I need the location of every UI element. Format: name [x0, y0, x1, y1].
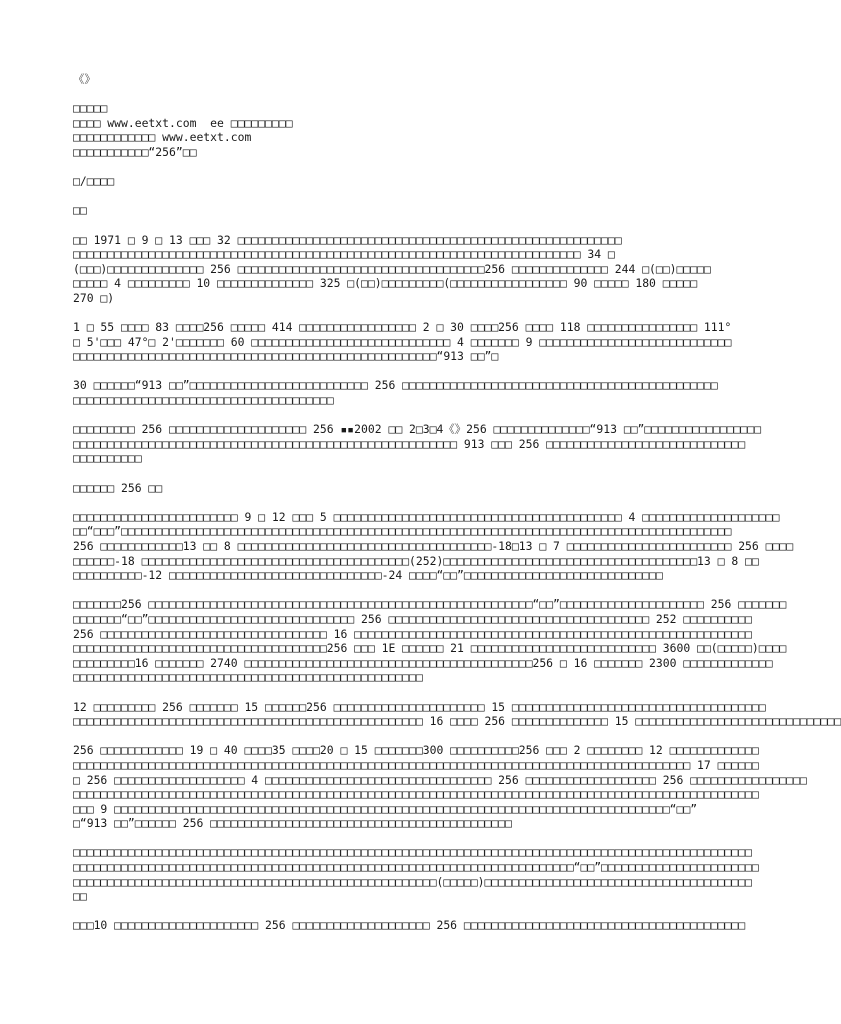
author-line: □/□□□□ [73, 174, 115, 189]
paragraph-line: □□□□□□□□□□□□□□□□□□□□□□□□□□□□□□□□□□□□□□□□□□□□□□□□□□□ [73, 670, 423, 685]
paragraph [73, 233, 713, 306]
paragraph-line: 270 □) [73, 290, 115, 305]
paragraph [73, 918, 746, 933]
paragraph-line: (□□□)□□□□□□□□□□□□□□ 256 □□□□□□□□□□□□□□□□□□□□□□□□□□□□□□□□□□□□256 □□□□□□□□□□□□□□ 244 □(□□)□□□□□ [73, 261, 711, 276]
paragraph-line: □□□□□□-18 □□□□□□□□□□□□□□□□□□□□□□□□□□□□□□□□□□□□□□□(252)□□□□□□□□□□□□□□□□□□□□□□□□□□□□□□□□□□□□□13 □ 8 □□ [73, 553, 759, 568]
paragraph [73, 320, 732, 364]
paragraph-line: 256 □□□□□□□□□□□□□□□□□□□□□□□□□□□□□□□□□ 16 □□□□□□□□□□□□□□□□□□□□□□□□□□□□□□□□□□□□□□□□□□□□□□□□□□□□□□□□□□ [73, 626, 752, 641]
header-line-website: □□□□□□□□□□□□ www.eetxt.com [73, 130, 252, 145]
paragraph-line: □□□□□□□□□16 □□□□□□□ 2740 □□□□□□□□□□□□□□□□□□□□□□□□□□□□□□□□□□□□□□□□□□256 □ 16 □□□□□□□ 2300 □□□□□□□□□□□□□ [73, 655, 773, 670]
title-mark: 《》 [73, 72, 96, 86]
paragraph-line: □“913 □□”□□□□□□ 256 □□□□□□□□□□□□□□□□□□□□□□□□□□□□□□□□□□□□□□□□□□□□ [73, 816, 512, 831]
document-page [73, 72, 841, 948]
section-line: □□ [73, 203, 87, 218]
paragraph-line: 12 □□□□□□□□□ 256 □□□□□□□ 15 □□□□□□256 □□□□□□□□□□□□□□□□□□□□□□ 15 □□□□□□□□□□□□□□□□□□□□□□□□□□□□□□□□□□□□□ [73, 699, 766, 714]
paragraph-line: □□ [73, 889, 87, 904]
paragraph-line: □□□□□□□□□□□□□□□□□□□□□□□□□□□□□□□□□□□□□□□□□□□□□□□□□□□□□(□□□□□)□□□□□□□□□□□□□□□□□□□□□□□□□□□□□□□□□□□□□□□ [73, 874, 752, 889]
paragraph [73, 845, 759, 904]
paragraph-line: □□□□□□□□□□□□□□□□□□□□□□□□□□□□□□□□□□□□□□□□□□□□□□□□□□□ 16 □□□□ 256 □□□□□□□□□□□□□□ 15 □□□□□□□□□□□□□□□□□□□□□□□□□□□□□□ [73, 714, 841, 729]
header-line: □□□□□ [73, 101, 108, 116]
paragraph-line: □□□□□□□□□□□□□□□□□□□□□□□□□□□□□□□□□□□□□□ [73, 393, 334, 408]
paragraph [73, 699, 841, 729]
paragraph-line: □ 5'□□□ 47°□ 2'□□□□□□□ 60 □□□□□□□□□□□□□□□□□□□□□□□□□□□□□ 4 □□□□□□□ 9 □□□□□□□□□□□□□□□□□□□□□□□□□□□□ [73, 334, 732, 349]
paragraph [73, 378, 718, 408]
paragraph-line: □□□□□□□“□□”□□□□□□□□□□□□□□□□□□□□□□□□□□□□□□ 256 □□□□□□□□□□□□□□□□□□□□□□□□□□□□□□□□□□□□□□ 252 □□□□□□□□□□ [73, 611, 752, 626]
paragraph-line: □□“□□□”□□□□□□□□□□□□□□□□□□□□□□□□□□□□□□□□□□□□□□□□□□□□□□□□□□□□□□□□□□□□□□□□□□□□□□□□□□□□□□□□□□□□□□□□□ [73, 524, 732, 539]
paragraph-line: □□□□□□□□□□□□□□□□□□□□□□□□□□□□□□□□□□□□□□□□□□□□□□□□□□□□□□□□□□□□□□□□□□□□□□□□□□□□□□□□□□□□□□□□□□ 17 □□□□□□ [73, 757, 759, 772]
spacer [73, 87, 713, 102]
header-line: □□□□□□□□□□□“256”□□ [73, 144, 197, 159]
paragraph [73, 509, 794, 583]
paragraph-line: □□□□□□□□□□□□□□□□□□□□□□□□□□□□□□□□□□□□□256 □□□ 1E □□□□□□ 21 □□□□□□□□□□□□□□□□□□□□□□□□□□□ 3600 □□(□□□□□)□□□□ [73, 641, 787, 656]
paragraph-line: □□□□□□□□□□□□□□□□□□□□□□□□□□□□□□□□□□□□□□□□□□□□□□□□□□□□□“913 □□”□ [73, 349, 499, 364]
paragraph-line: 30 □□□□□□“913 □□”□□□□□□□□□□□□□□□□□□□□□□□□□□ 256 □□□□□□□□□□□□□□□□□□□□□□□□□□□□□□□□□□□□□□□□□□□□□□ [73, 378, 718, 393]
section-block [73, 203, 713, 218]
paragraph [73, 597, 787, 685]
paragraph-line: □□□□□□□□□ 256 □□□□□□□□□□□□□□□□□□□□ 256 ▪▪2002 □□ 2□3□4《》256 □□□□□□□□□□□□□□“913 □□”□□□□□□□□□□□□□□□□□ [73, 422, 761, 437]
paragraph-line: □□□□□□ 256 □□ [73, 480, 163, 495]
paragraph-line: □ 256 □□□□□□□□□□□□□□□□□□□ 4 □□□□□□□□□□□□□□□□□□□□□□□□□□□□□□□□□ 256 □□□□□□□□□□□□□□□□□□□ 256 □□□□□□□□□□□□□□□□□ [73, 772, 807, 787]
paragraph [73, 481, 713, 496]
body-paragraphs [73, 232, 841, 934]
paragraph-line: □□□□□□□□□□□□□□□□□□□□□□□□□□□□□□□□□□□□□□□□□□□□□□□□□□□□□□□□□□□□□□□□□□□□□□□□□“□□”□□□□□□□□□□□□□□□□□□□□□□□ [73, 860, 759, 875]
paragraph [73, 743, 807, 831]
header-line-website: □□□□ www.eetxt.com ee □□□□□□□□□ [73, 115, 293, 130]
paragraph-line: □□□□□□□□□□□□□□□□□□□□□□□□□□□□□□□□□□□□□□□□□□□□□□□□□□□□□□□□□□□□□□□□□□□□□□□□□□□□□□□□□□□□□□□□□□□□□□□□□□□ [73, 845, 752, 860]
paragraph-line: □□□□□□□□□□□□□□□□□□□□□□□□□□□□□□□□□□□□□□□□□□□□□□□□□□□□□□□□□□□□□□□□□□□□□□□□□□ 34 □ [73, 247, 615, 262]
paragraph-line: □□□10 □□□□□□□□□□□□□□□□□□□□□ 256 □□□□□□□□□□□□□□□□□□□□ 256 □□□□□□□□□□□□□□□□□□□□□□□□□□□□□□□□□□□□□□□□□ [73, 918, 746, 933]
author-block [73, 174, 713, 189]
paragraph-line: □□□□□ 4 □□□□□□□□□ 10 □□□□□□□□□□□□□□ 325 □(□□)□□□□□□□□□(□□□□□□□□□□□□□□□□□ 90 □□□□□ 180 □□□□□ [73, 276, 698, 291]
paragraph-line: □□ 1971 □ 9 □ 13 □□□ 32 □□□□□□□□□□□□□□□□□□□□□□□□□□□□□□□□□□□□□□□□□□□□□□□□□□□□□□□□ [73, 232, 622, 247]
paragraph [73, 422, 761, 466]
paragraph-line: 256 □□□□□□□□□□□□13 □□ 8 □□□□□□□□□□□□□□□□□□□□□□□□□□□□□□□□□□□□□-18□13 □ 7 □□□□□□□□□□□□□□□□□□□□□□□□ 256 □□□□ [73, 539, 794, 553]
paragraph-line: □□□□□□□□□□□□□□□□□□□□□□□□ 9 □ 12 □□□ 5 □□□□□□□□□□□□□□□□□□□□□□□□□□□□□□□□□□□□□□□□□□ 4 □□□□□□□□□□□□□□□□□□□□ [73, 509, 780, 524]
paragraph-line: □□□□□□□256 □□□□□□□□□□□□□□□□□□□□□□□□□□□□□□□□□□□□□□□□□□□□□□□□□□□□□□□□“□□”□□□□□□□□□□□□□□□□□□□□□ 256 □□□□□□□ [73, 597, 787, 612]
paragraph-line: □□□□□□□□□□□□□□□□□□□□□□□□□□□□□□□□□□□□□□□□□□□□□□□□□□□□□□□□ 913 □□□ 256 □□□□□□□□□□□□□□□□□□□□□□□□□□□□□ [73, 436, 746, 451]
paragraph-line: □□□ 9 □□□□□□□□□□□□□□□□□□□□□□□□□□□□□□□□□□□□□□□□□□□□□□□□□□□□□□□□□□□□□□□□□□□□□□□□□□□□□□□□□“□□” [73, 801, 698, 816]
paragraph-line: 256 □□□□□□□□□□□□ 19 □ 40 □□□□35 □□□□20 □ 15 □□□□□□□300 □□□□□□□□□□256 □□□ 2 □□□□□□□□ 12 □□□□□□□□□□□□□ [73, 743, 759, 758]
paragraph-line: □□□□□□□□□□-12 □□□□□□□□□□□□□□□□□□□□□□□□□□□□□□□-24 □□□□“□□”□□□□□□□□□□□□□□□□□□□□□□□□□□□□□ [73, 568, 663, 583]
paragraph-line: □□□□□□□□□□ [73, 451, 142, 466]
paragraph-line: □□□□□□□□□□□□□□□□□□□□□□□□□□□□□□□□□□□□□□□□□□□□□□□□□□□□□□□□□□□□□□□□□□□□□□□□□□□□□□□□□□□□□□□□□□□□□□□□□□□□ [73, 787, 759, 802]
paragraph-line: 1 □ 55 □□□□ 83 □□□□256 □□□□□ 414 □□□□□□□□□□□□□□□□□ 2 □ 30 □□□□256 □□□□ 118 □□□□□□□□□□□□□□□□ 111° [73, 320, 732, 335]
header-block [73, 101, 713, 159]
